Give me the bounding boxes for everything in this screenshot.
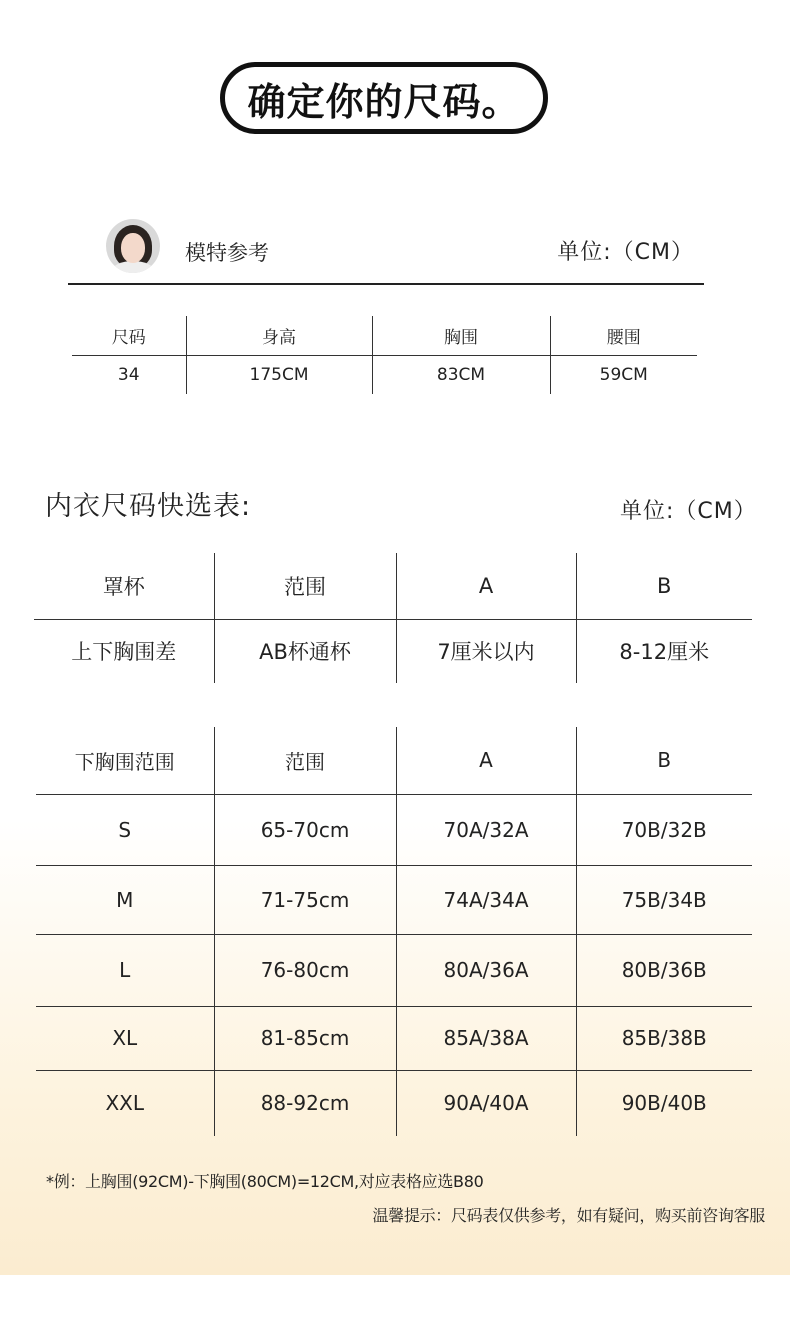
table-cell: 71-75cm (214, 865, 396, 934)
table-row (36, 865, 752, 934)
page-title: 确定你的尺码。 (220, 62, 548, 134)
table-header-cell: A (396, 553, 576, 619)
table-cell: 83CM (372, 355, 550, 394)
table-cell: 80B/36B (576, 934, 752, 1006)
quick-select-title: 内衣尺码快选表: (45, 491, 252, 522)
table-cell: 59CM (550, 355, 697, 394)
table-header-cell: 身高 (186, 316, 372, 355)
table-cell: AB杯通杯 (214, 619, 396, 683)
table-header-cell: A (396, 727, 576, 794)
table-row (72, 355, 697, 394)
model-reference-label: 模特参考 (185, 241, 269, 265)
table-header-cell: 范围 (214, 727, 396, 794)
table-header-cell: 腰围 (550, 316, 697, 355)
table-cell: 65-70cm (214, 794, 396, 865)
table-cell: L (36, 934, 214, 1006)
table-cell: 88-92cm (214, 1070, 396, 1136)
table-header-cell: 罩杯 (34, 553, 214, 619)
table-row (36, 1070, 752, 1136)
quick-select-unit-label: 单位:（CM） (620, 499, 757, 524)
table-cell: M (36, 865, 214, 934)
table-row (36, 934, 752, 1006)
table-cell: 90B/40B (576, 1070, 752, 1136)
table-header-cell: 下胸围范围 (36, 727, 214, 794)
table-header-row (36, 727, 752, 794)
table-cell: XL (36, 1006, 214, 1070)
table-header-cell: 胸围 (372, 316, 550, 355)
example-note: *例：上胸围(92CM)-下胸围(80CM)=12CM,对应表格应选B80 (46, 1172, 484, 1191)
table-cell: 80A/36A (396, 934, 576, 1006)
table-cell: 75B/34B (576, 865, 752, 934)
table-cell: 81-85cm (214, 1006, 396, 1070)
table-cell: 85B/38B (576, 1006, 752, 1070)
table-cell: 90A/40A (396, 1070, 576, 1136)
table-header-cell: B (576, 727, 752, 794)
table-cell: 74A/34A (396, 865, 576, 934)
table-cell: 上下胸围差 (71, 640, 177, 665)
table-cell: 8-12厘米 (576, 619, 752, 683)
table-cell: 85A/38A (396, 1006, 576, 1070)
table-cell: 34 (117, 364, 140, 385)
table-cell: S (36, 794, 214, 865)
table-cell: 76-80cm (214, 934, 396, 1006)
table-header-row (34, 553, 752, 619)
cup-table (34, 553, 752, 683)
model-size-table (72, 316, 697, 394)
tip-note: 温馨提示：尺码表仅供参考，如有疑问，购买前咨询客服 (372, 1206, 765, 1225)
size-chart-table (36, 727, 752, 1136)
table-cell: 70A/32A (396, 794, 576, 865)
table-header-cell: 尺码 (72, 316, 186, 355)
table-header-cell: B (576, 553, 752, 619)
page-footer-space (0, 1275, 790, 1330)
table-cell: 175CM (186, 355, 372, 394)
model-reference-header (68, 215, 704, 285)
table-row (36, 794, 752, 865)
table-header-cell: 范围 (214, 553, 396, 619)
table-cell: 70B/32B (576, 794, 752, 865)
table-cell: 7厘米以内 (396, 619, 576, 683)
table-row (34, 619, 752, 683)
table-cell: XXL (105, 1091, 145, 1116)
table-row (36, 1006, 752, 1070)
model-unit-label: 单位:（CM） (557, 240, 694, 265)
model-avatar (106, 219, 160, 273)
table-header-row (72, 316, 697, 355)
